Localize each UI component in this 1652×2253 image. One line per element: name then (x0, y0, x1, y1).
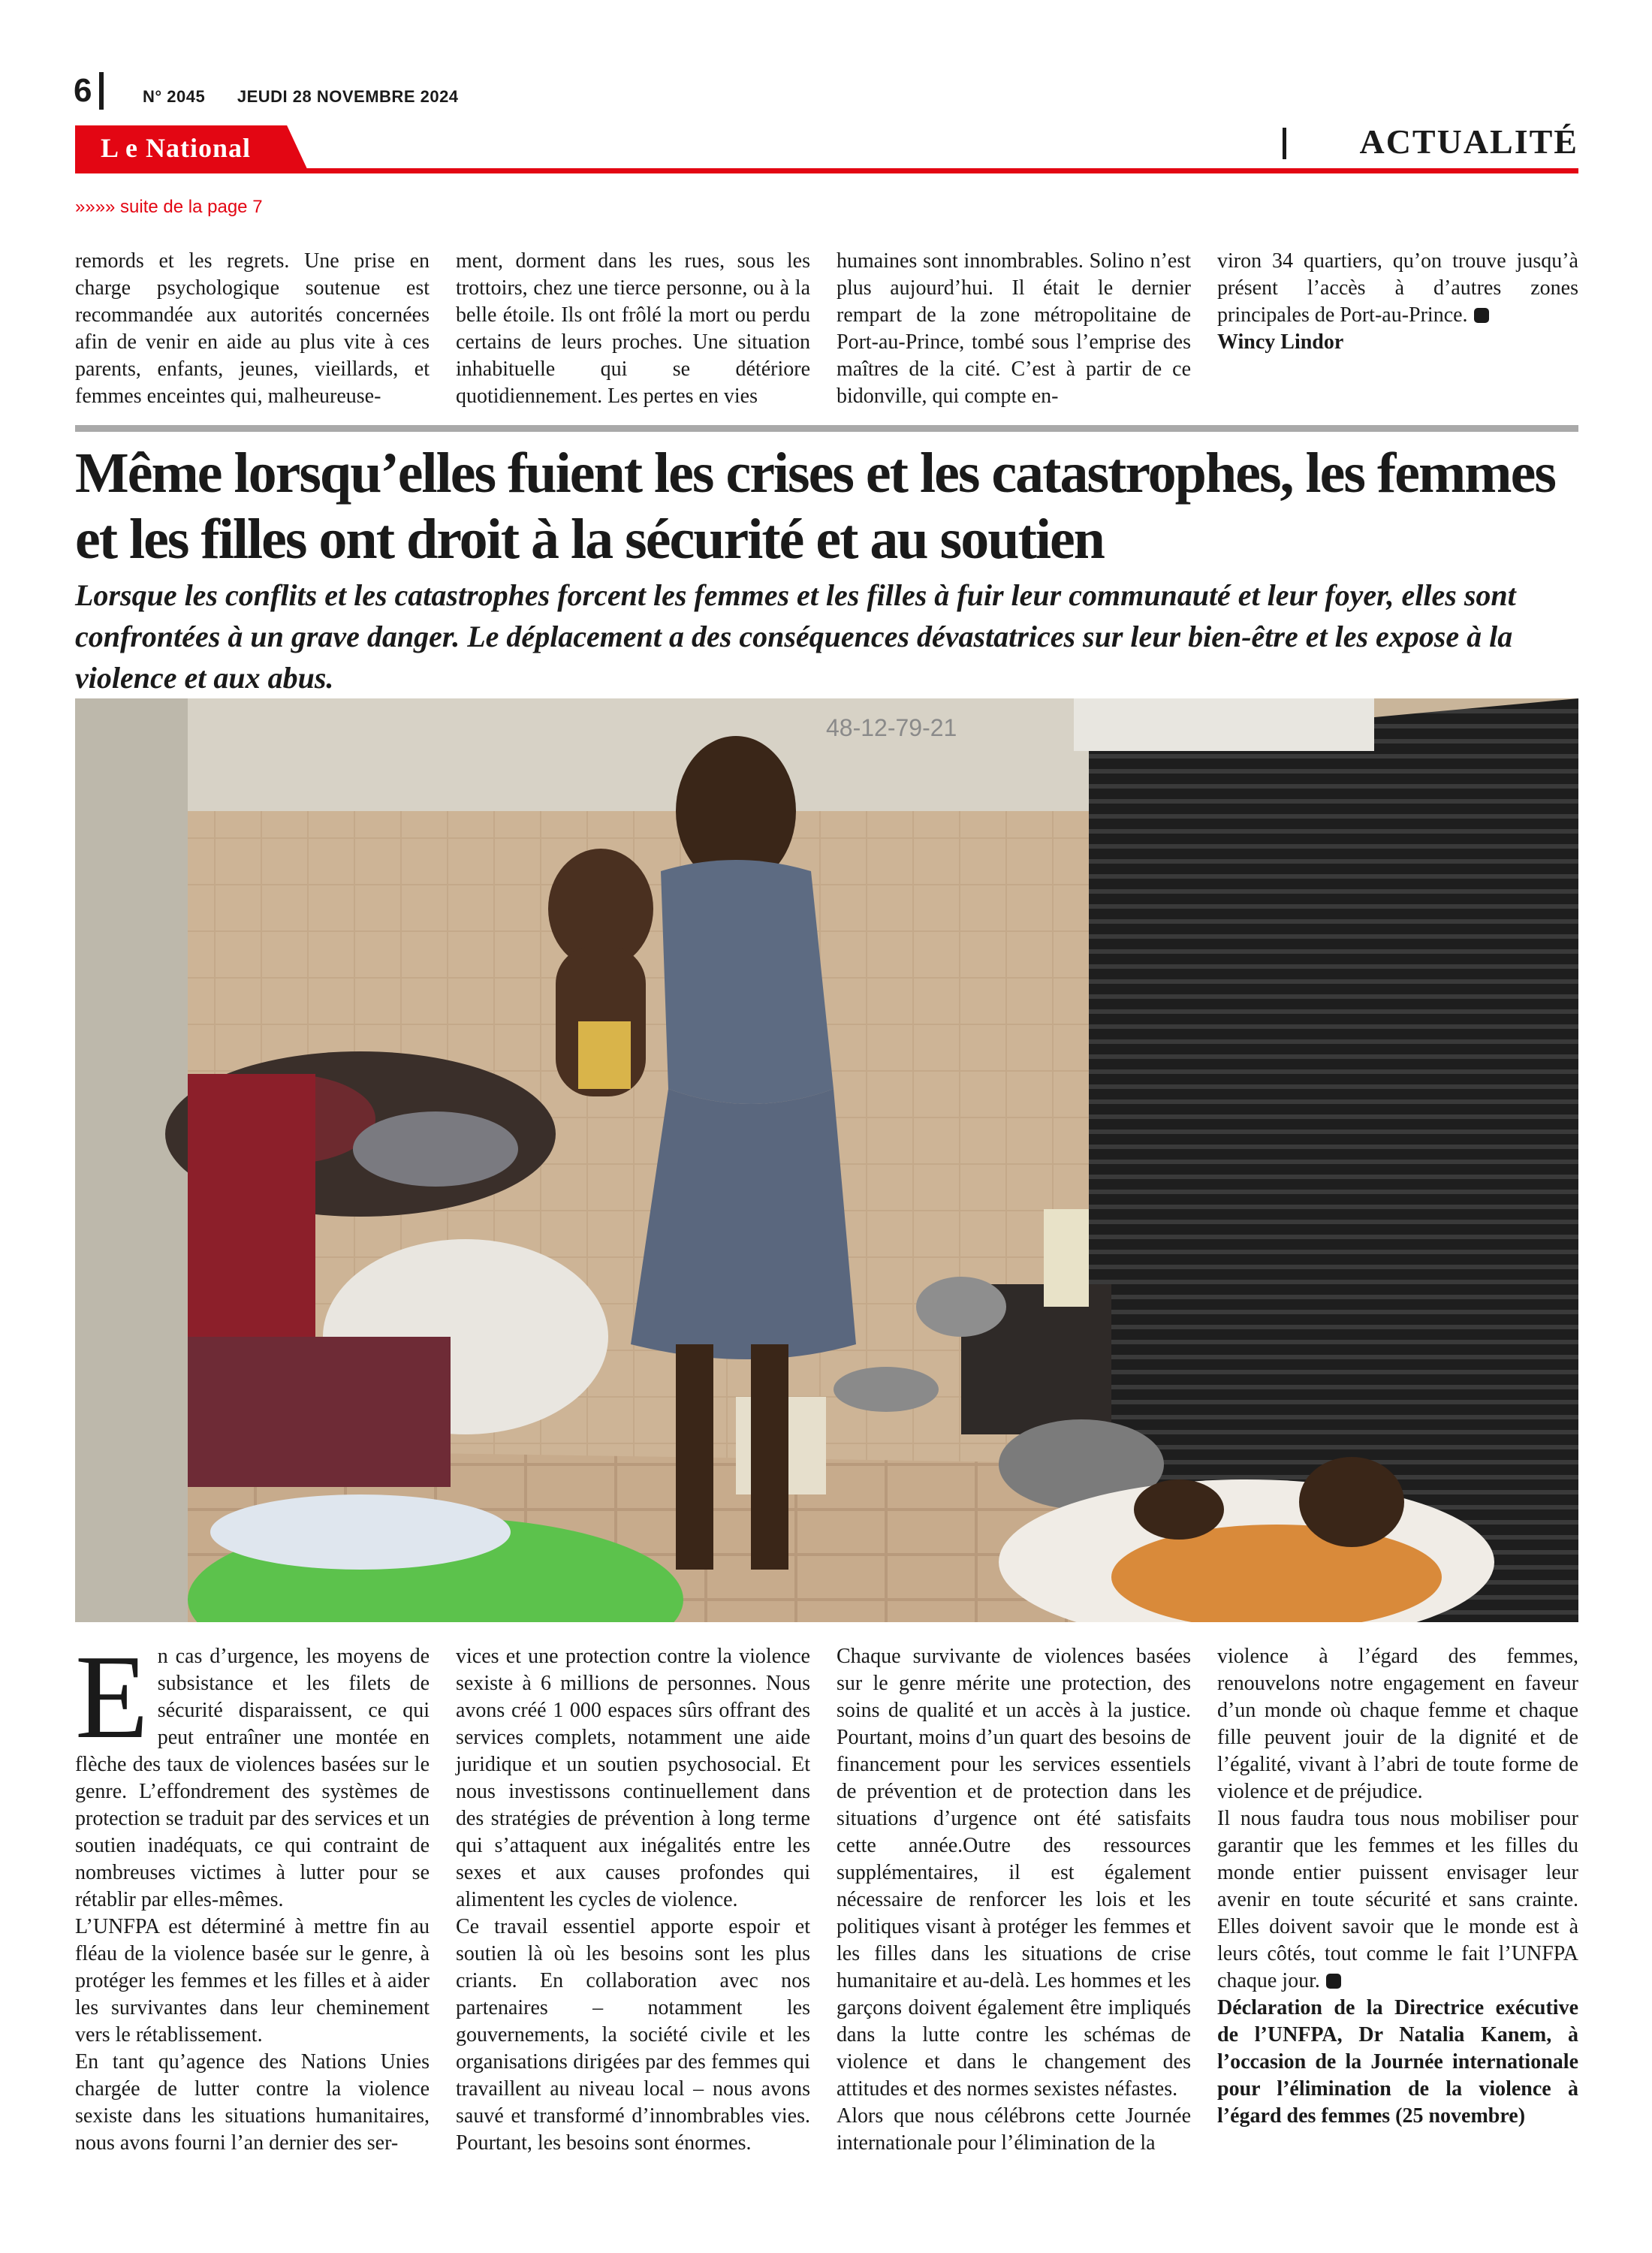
article-paragraph: Alors que nous célébrons cette Journée internationale pour l’élimination de la (837, 2104, 1191, 2155)
page-number-divider (99, 72, 104, 110)
section-divider (1283, 128, 1286, 159)
continuation-column-4 (1217, 248, 1578, 356)
article-deck: Lorsque les conflits et les catastrophes forcent les femmes et les filles à fuir leur communauté et leur foyer, elles sont confrontées à un grave danger. Le déplacement a des conséquences dévastatrices sur leur bien-être et les expose à la violence et aux abus. (75, 578, 1516, 695)
article-paragraph: En tant qu’agence des Nations Unies chargée de lutter contre la violence sexiste dans les situations humanitaires, nous avons fourni l’an dernier des ser- (75, 2050, 430, 2155)
article-paragraph (75, 1630, 430, 1914)
end-mark-icon (1474, 308, 1489, 323)
article-paragraph: vices et une protection contre la violence sexiste à 6 millions de personnes. Nous avons créé 1 000 espaces sûrs offrant des services complets, notamment une aide juridique et un soutien psychosocial. Et nous investissons continuellement dans des stratégies de prévention à long terme qui s’attaquent aux inégalités entre les sexes et aux causes profondes qui alimentent les cycles de violence. (456, 1645, 810, 1911)
section-title: ACTUALITÉ (1359, 122, 1578, 161)
continuation-column-1 (75, 248, 430, 410)
continuation-label: »»»» suite de la page 7 (75, 197, 263, 217)
article-paragraph: violence à l’égard des femmes, renouvelons notre engagement en faveur d’un monde où chaque femme et chaque fille peuvent jouir de la dignité et de l’égalité, vivant à l’abri de toute forme de violence et de préjudice. (1217, 1645, 1578, 1803)
header-rule (75, 168, 1578, 173)
continuation-column-2 (456, 248, 810, 410)
article-paragraph-text: n cas d’urgence, les moyens de subsistance et les filets de sécurité disparaissent, ce qui peut entraîner une montée en flèche des taux de violences basées sur le genre. L’effondrement des systèmes de protection se traduit par des services et un soutien inadéquats, ce qui contraint de nombreuses victimes à lutter pour se rétablir par elles-mêmes. (75, 1645, 430, 1911)
article-source-statement: Déclaration de la Directrice exécutive de l’UNFPA, Dr Natalia Kanem, à l’occasion de la Journée internationale pour l’élimination de la violence à l’égard des femmes (25 novembre) (1217, 1996, 1578, 2128)
article-paragraph: Chaque survivante de violences basées sur le genre mérite une protection, des soins de qualité et un accès à la justice. Pourtant, moins d’un quart des besoins de financement pour les services essentiels de prévention et de protection dans les situations d’urgence ont été satisfaits cette année.Outre des ressources supplémentaires, il est également nécessaire de renforcer les lois et les politiques visant à protéger les femmes et les filles dans les situations de crise humanitaire et au-delà. Les hommes et les garçons doivent également être impliqués dans la lutte contre les schémas de violence et dans le changement des attitudes et des normes sexistes néfastes. (837, 1645, 1191, 2101)
issue-date: JEUDI 28 NOVEMBRE 2024 (237, 87, 459, 106)
end-mark-icon (1326, 1974, 1341, 1989)
issue-info (143, 87, 486, 107)
article-column-1 (75, 1630, 430, 2157)
article-column-3 (837, 1643, 1191, 2157)
continuation-text (1217, 248, 1578, 329)
article-headline: Même lorsqu’elles fuient les crises et les catastrophes, les femmes et les filles ont droit à la sécurité et au soutien (75, 442, 1555, 571)
article-paragraph: Ce travail essentiel apporte espoir et soutien là où les besoins sont les plus criants. En collaboration avec nos partenaires – notamment les gouvernements, la société civile et les organisations dirigées par des femmes qui travaillent au niveau local – nous avons sauvé et transformé d’innombrables vies. Pourtant, les besoins sont énormes. (456, 1915, 810, 2155)
author-byline: Wincy Lindor (1217, 330, 1344, 354)
continuation-text-end: viron 34 quartiers, qu’on trouve jusqu’à présent l’accès à d’autres zones principales de Port-au-Prince. (1217, 249, 1578, 327)
continuation-text: ment, dorment dans les rues, sous les trottoirs, chez une tierce personne, ou à la belle étoile. Ils ont frôlé la mort ou perdu certains de leurs proches. Une situation inhabituelle qui se détériore quotidiennement. Les pertes en vies (456, 249, 810, 408)
continuation-column-3 (837, 248, 1191, 410)
drop-cap: E (75, 1630, 149, 1763)
article-paragraph (1217, 1805, 1578, 1995)
continuation-text: humaines sont innombrables. Solino n’est plus aujourd’hui. Il était le dernier rempart de la zone métropolitaine de Port-au-Prince, tombé sous l’emprise des maîtres de la cité. C’est à partir de ce bidonville, qui compte en- (837, 249, 1191, 408)
photo-wall-writing: 48-12-79-21 (826, 714, 957, 741)
article-column-4 (1217, 1643, 1578, 2130)
article-photo (75, 698, 1578, 1622)
continuation-text: remords et les regrets. Une prise en charge psychologique soutenue est recommandée aux autorités concernées afin de venir en aide au plus vite à ces parents, enfants, jeunes, vieillards, et femmes enceintes qui, malheureuse- (75, 249, 430, 408)
issue-number: N° 2045 (143, 87, 206, 106)
article-column-2 (456, 1643, 810, 2157)
page-number: 6 (74, 72, 92, 109)
article-paragraph-text: Il nous faudra tous nous mobiliser pour garantir que les femmes et les filles du monde entier puissent envisager leur avenir en toute sécurité et sans crainte. Elles doivent savoir que le monde est à leurs côtés, tout comme le fait l’UNFPA chaque jour. (1217, 1807, 1578, 1992)
article-divider (75, 425, 1578, 432)
brand-name: L e National (101, 133, 252, 163)
article-paragraph: L’UNFPA est déterminé à mettre fin au fléau de la violence basée sur le genre, à protéger les femmes et les filles et à aider les survivantes dans leur cheminement vers le rétablissement. (75, 1915, 430, 2046)
